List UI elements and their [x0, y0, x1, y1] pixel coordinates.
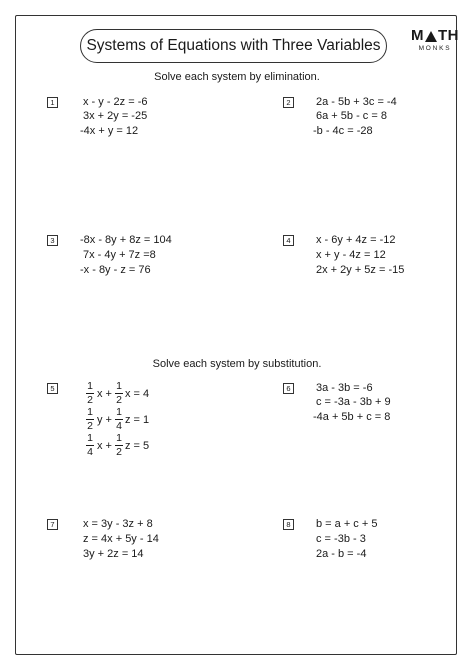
equation: -8x - 8y + 8z = 104	[80, 234, 172, 246]
equation: -b - 4c = -28	[313, 125, 373, 137]
equation: -4a + 5b + c = 8	[313, 411, 391, 423]
problem-number-6: 6	[283, 383, 294, 394]
equation: 6a + 5b - c = 8	[316, 110, 387, 122]
equation: -x - 8y - z = 76	[80, 264, 151, 276]
problem-number-4: 4	[283, 235, 294, 246]
equation: 2a - 5b + 3c = -4	[316, 96, 397, 108]
equation: x - 6y + 4z = -12	[316, 234, 396, 246]
equation: 7x - 4y + 7z =8	[83, 249, 156, 261]
problem-number-7: 7	[47, 519, 58, 530]
equation: x = 3y - 3z + 8	[83, 518, 153, 530]
equation: 3a - 3b = -6	[316, 382, 373, 394]
logo-text-right: TH	[438, 27, 459, 44]
fraction	[86, 407, 94, 432]
problem-number-3: 3	[47, 235, 58, 246]
page-border	[15, 15, 457, 655]
logo-wordmark	[412, 28, 458, 44]
equation: c = -3b - 3	[316, 533, 366, 545]
equation: 3x + 2y = -25	[83, 110, 148, 122]
triangle-icon	[425, 31, 437, 42]
numerator: 1	[116, 432, 122, 444]
term: x +	[97, 387, 112, 400]
numerator: 1	[116, 406, 122, 418]
fraction-equation	[85, 433, 149, 458]
numerator: 1	[87, 432, 93, 444]
fraction-equation	[85, 407, 149, 432]
equation: 2x + 2y + 5z = -15	[316, 264, 405, 276]
problem-number-2: 2	[283, 97, 294, 108]
fraction	[115, 407, 123, 432]
equation: c = -3a - 3b + 9	[316, 396, 391, 408]
numerator: 1	[87, 380, 93, 392]
logo-text-left: M	[411, 27, 424, 44]
title-text: Systems of Equations with Three Variables	[86, 37, 381, 54]
equation: 2a - b = -4	[316, 548, 367, 560]
instruction-elimination: Solve each system by elimination.	[154, 71, 320, 83]
term: y +	[97, 413, 112, 426]
logo-subtext: MONKS	[418, 45, 452, 52]
equation: 3y + 2z = 14	[83, 548, 144, 560]
equation: b = a + c + 5	[316, 518, 378, 530]
equation: -4x + y = 12	[80, 125, 139, 137]
term: z = 5	[124, 439, 150, 452]
denominator: 2	[87, 394, 93, 406]
denominator: 2	[116, 394, 122, 406]
denominator: 2	[116, 446, 122, 458]
fraction	[86, 433, 94, 458]
term: z = 1	[124, 413, 150, 426]
term: x = 4	[124, 387, 150, 400]
numerator: 1	[87, 406, 93, 418]
denominator: 4	[87, 446, 93, 458]
fraction	[86, 381, 94, 406]
denominator: 4	[116, 420, 122, 432]
problem-number-1: 1	[47, 97, 58, 108]
fraction	[115, 381, 123, 406]
problem-number-8: 8	[283, 519, 294, 530]
term: x +	[97, 439, 112, 452]
equation: x + y - 4z = 12	[316, 249, 386, 261]
page-title	[80, 29, 387, 63]
fraction-equation	[85, 381, 149, 406]
mathmonks-logo	[412, 28, 458, 52]
equation: z = 4x + 5y - 14	[83, 533, 159, 545]
numerator: 1	[116, 380, 122, 392]
denominator: 2	[87, 420, 93, 432]
instruction-substitution: Solve each system by substitution.	[152, 358, 322, 370]
fraction	[115, 433, 123, 458]
problem-number-5: 5	[47, 383, 58, 394]
equation: x - y - 2z = -6	[83, 96, 148, 108]
